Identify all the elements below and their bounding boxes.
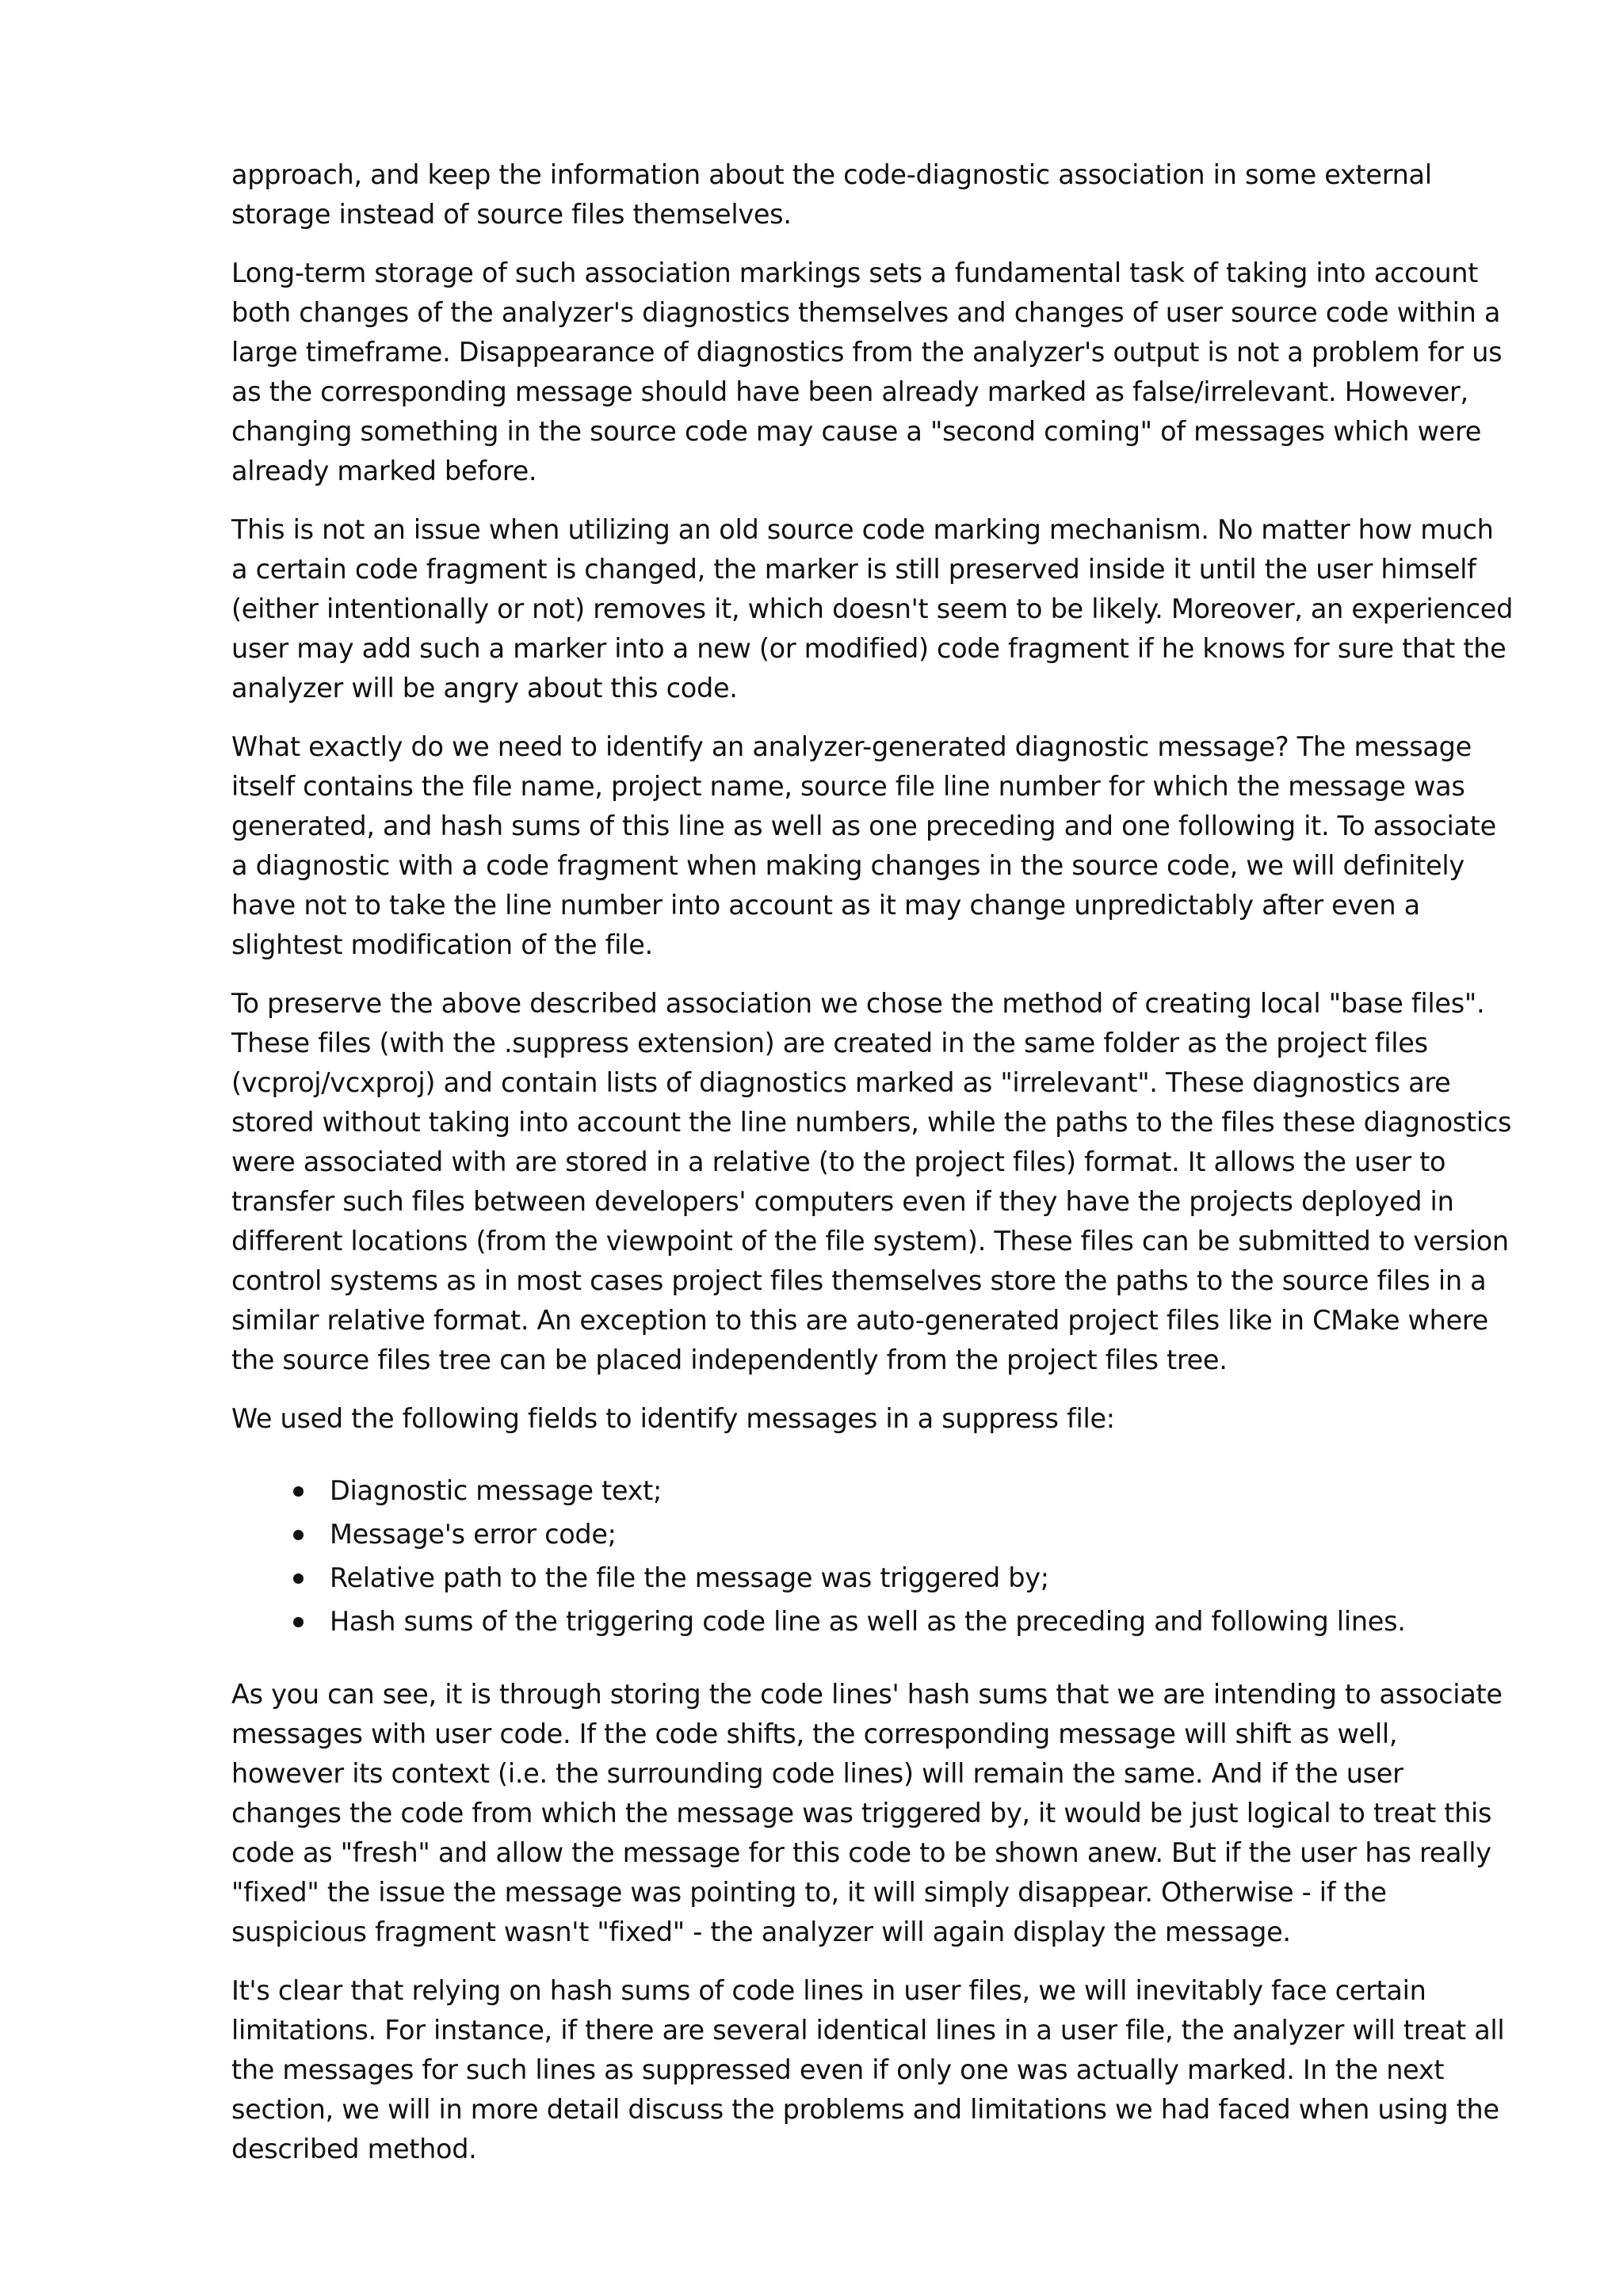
paragraph-6: We used the following fields to identify messages in a suppress file:: [231, 1403, 1115, 1434]
document-body: [231, 155, 1515, 2188]
list-item: [231, 1556, 1515, 1600]
list-item-text: Hash sums of the triggering code line as well as the preceding and following lines.: [330, 1606, 1406, 1637]
paragraph-5: To preserve the above described association we chose the method of creating local "base files". These files (with the .suppress extension) are created in the same folder as the project files (vcproj/vcxproj) and contain lists of diagnostics marked as "irrelevant". These diagnostics are stored without taking into account the line numbers, while the paths to the files these diagnostics were associated with are stored in a relative (to the project files) format. It allows the user to transfer such files between developers' computers even if they have the projects deployed in different locations (from the viewpoint of the file system). These files can be submitted to version control systems as in most cases project files themselves store the paths to the source files in a similar relative format. An exception to this are auto-generated project files like in CMake where the source files tree can be placed independently from the project files tree.: [231, 988, 1512, 1375]
list-item: [231, 1469, 1515, 1512]
bullet-icon: [293, 1486, 304, 1497]
list-item-text: Relative path to the file the message was triggered by;: [330, 1562, 1049, 1593]
paragraph-1: approach, and keep the information about the code-diagnostic association in some external storage instead of source files themselves.: [231, 159, 1432, 230]
list-item: [231, 1512, 1515, 1556]
list-item: [231, 1600, 1515, 1643]
bullet-icon: [293, 1617, 304, 1627]
paragraph-3: This is not an issue when utilizing an old source code marking mechanism. No matter how much a certain code fragment is changed, the marker is still preserved inside it until the user himself (either intentionally or not) removes it, which doesn't seem to be likely. Moreover, an experienced user may add such a marker into a new (or modified) code fragment if he knows for sure that the analyzer will be angry about this code.: [231, 514, 1514, 704]
suppress-fields-list: [231, 1469, 1515, 1643]
list-item-text: Message's error code;: [330, 1519, 617, 1550]
bullet-icon: [293, 1573, 304, 1584]
paragraph-4: What exactly do we need to identify an analyzer-generated diagnostic message? The message itself contains the file name, project name, source file line number for which the message was generated, and hash sums of this line as well as one preceding and one following it. To associate a diagnostic with a code fragment when making changes in the source code, we will definitely have not to take the line number into account as it may change unpredictably after even a slightest modification of the file.: [231, 731, 1496, 960]
paragraph-2: Long-term storage of such association markings sets a fundamental task of taking into account both changes of the analyzer's diagnostics themselves and changes of user source code within a large timeframe. Disappearance of diagnostics from the analyzer's output is not a problem for us as the corresponding message should have been already marked as false/irrelevant. However, changing something in the source code may cause a "second coming" of messages which were already marked before.: [231, 257, 1503, 486]
list-item-text: Diagnostic message text;: [330, 1475, 662, 1506]
paragraph-8: It's clear that relying on hash sums of code lines in user files, we will inevitably face certain limitations. For instance, if there are several identical lines in a user file, the analyzer will treat all the messages for such lines as suppressed even if only one was actually marked. In the next section, we will in more detail discuss the problems and limitations we had faced when using the described method.: [231, 1975, 1505, 2164]
bullet-icon: [293, 1530, 304, 1540]
paragraph-7: As you can see, it is through storing the code lines' hash sums that we are intending to associate messages with user code. If the code shifts, the corresponding message will shift as well, however its context (i.e. the surrounding code lines) will remain the same. And if the user changes the code from which the message was triggered by, it would be just logical to treat this code as "fresh" and allow the message for this code to be shown anew. But if the user has really "fixed" the issue the message was pointing to, it will simply disappear. Otherwise - if the suspicious fragment wasn't "fixed" - the analyzer will again display the message.: [231, 1679, 1503, 1947]
